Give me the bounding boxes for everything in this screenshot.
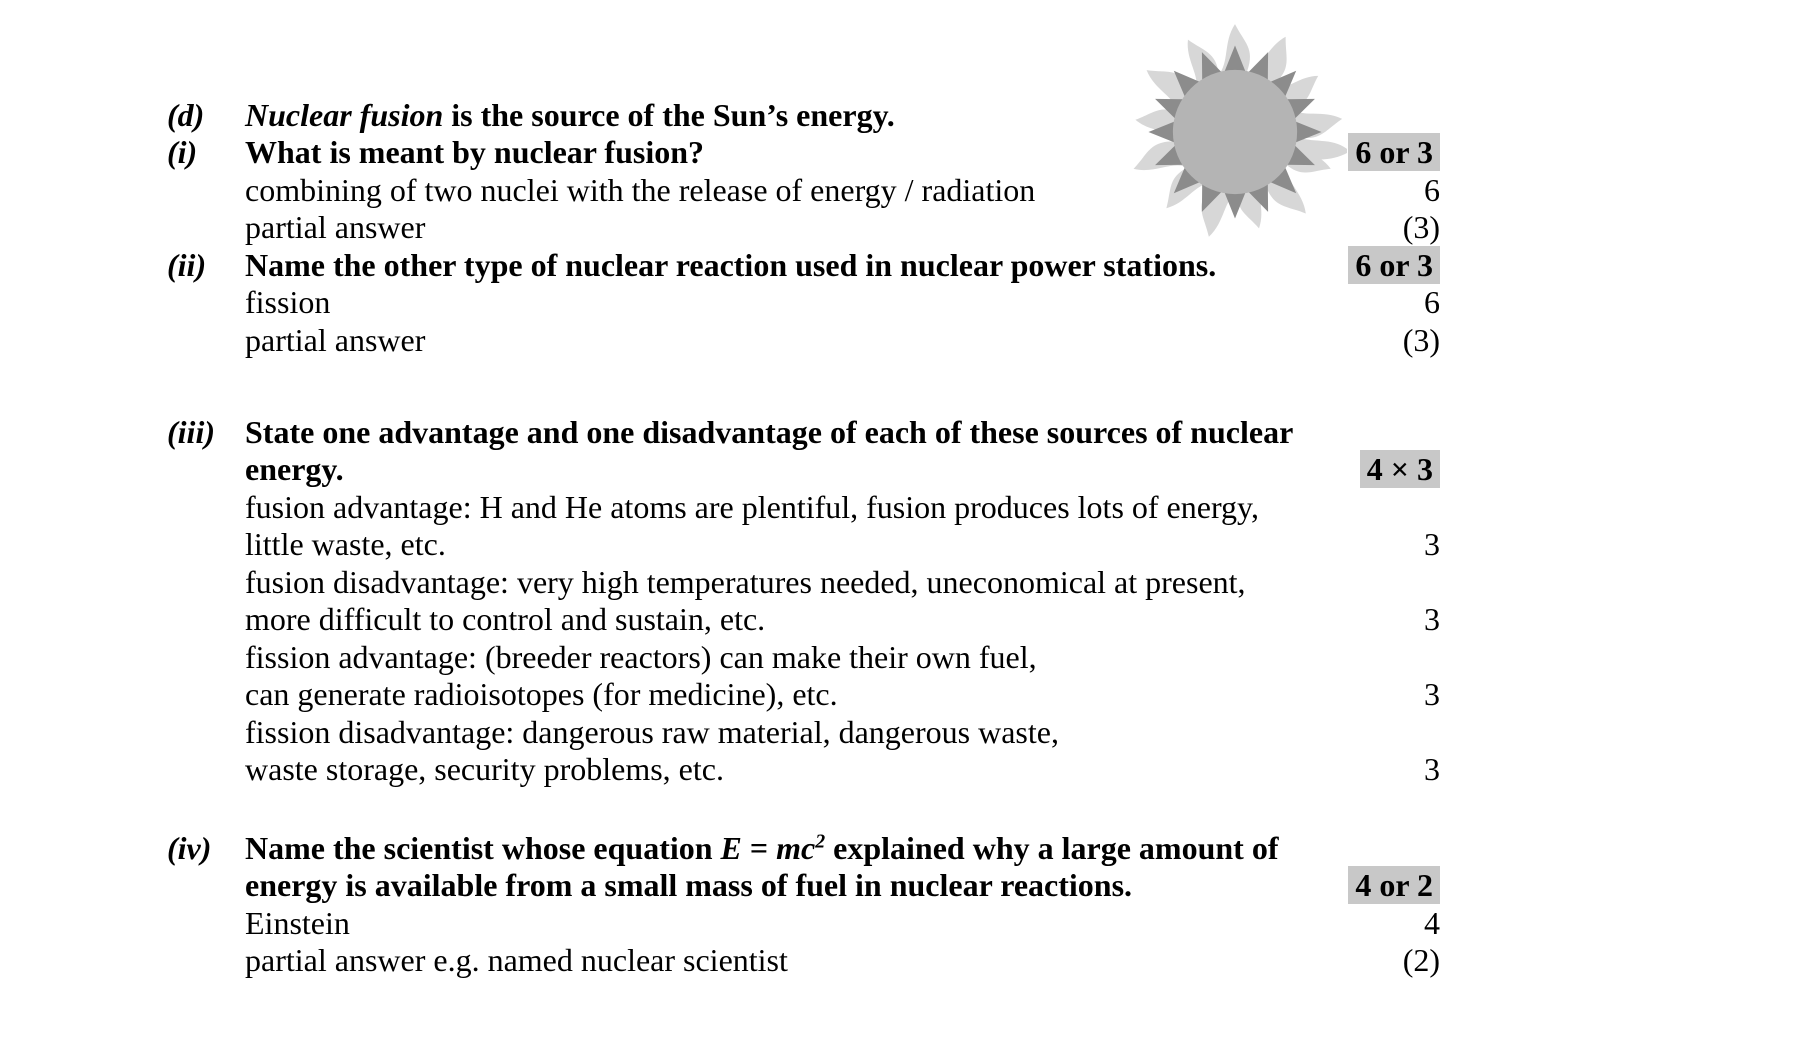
line-i-partial bbox=[167, 208, 1440, 246]
answer-text: combining of two nuclei with the release of energy / radiation bbox=[245, 172, 1036, 208]
question-text: energy is available from a small mass of fuel in nuclear reactions. bbox=[245, 867, 1133, 903]
line-ii-answer bbox=[167, 283, 1440, 321]
mark-value: (3) bbox=[1402, 322, 1440, 358]
mark-value: 3 bbox=[1424, 676, 1440, 712]
line-i-answer bbox=[167, 171, 1440, 209]
answer-text: Einstein bbox=[245, 905, 350, 941]
line-iii-answer bbox=[167, 638, 1440, 676]
equation-exponent: 2 bbox=[815, 830, 826, 853]
mark-value: 3 bbox=[1424, 751, 1440, 787]
line-iii-answer bbox=[167, 525, 1440, 563]
question-text: Name the scientist whose equation $E = mc^2$ explained why a large amount of bbox=[245, 830, 1279, 866]
line-iii-answer bbox=[167, 750, 1440, 788]
mark-value: 4 bbox=[1424, 905, 1440, 941]
answer-text: partial answer bbox=[245, 209, 426, 245]
answer-text: fission bbox=[245, 284, 331, 320]
answer-text: little waste, etc. bbox=[245, 526, 446, 562]
line-i-question bbox=[167, 133, 1440, 171]
line-ii-partial bbox=[167, 321, 1440, 359]
mark-value: 6 bbox=[1424, 172, 1440, 208]
answer-text: fission advantage: (breeder reactors) can make their own fuel, bbox=[245, 639, 1037, 675]
mark-value: 3 bbox=[1424, 526, 1440, 562]
question-text: energy. bbox=[245, 451, 344, 487]
question-label: (iii) bbox=[167, 414, 215, 450]
answer-text: partial answer bbox=[245, 322, 426, 358]
answer-text: fission disadvantage: dangerous raw material, dangerous waste, bbox=[245, 714, 1059, 750]
question-label: (i) bbox=[167, 134, 198, 170]
line-iii-answer bbox=[167, 488, 1440, 526]
answer-text: can generate radioisotopes (for medicine), etc. bbox=[245, 676, 838, 712]
mark-scheme-badge: 4 × 3 bbox=[1360, 450, 1440, 488]
line-iii-answer bbox=[167, 600, 1440, 638]
equation-mc: mc bbox=[776, 830, 816, 866]
question-label: (d) bbox=[167, 97, 205, 133]
mark-value: (2) bbox=[1402, 942, 1440, 978]
line-iii-answer bbox=[167, 563, 1440, 601]
question-label: (iv) bbox=[167, 830, 212, 866]
mark-scheme-badge: 6 or 3 bbox=[1348, 133, 1440, 171]
answer-text: waste storage, security problems, etc. bbox=[245, 751, 724, 787]
mark-scheme-badge: 6 or 3 bbox=[1348, 246, 1440, 284]
question-label: (ii) bbox=[167, 247, 207, 283]
equation-E: E bbox=[720, 830, 742, 866]
line-iv-question-2 bbox=[167, 866, 1440, 904]
answer-text: fusion advantage: H and He atoms are plentiful, fusion produces lots of energy, bbox=[245, 489, 1259, 525]
question-text: State one advantage and one disadvantage of each of these sources of nuclear bbox=[245, 414, 1294, 450]
line-iii-answer bbox=[167, 675, 1440, 713]
answer-text: more difficult to control and sustain, etc. bbox=[245, 601, 766, 637]
line-iii-question-2 bbox=[167, 450, 1440, 488]
line-iii-question-1 bbox=[167, 413, 1440, 451]
line-iv-partial bbox=[167, 941, 1440, 979]
mark-value: (3) bbox=[1402, 209, 1440, 245]
intro-text: Nuclear fusion is the source of the Sun’s energy. bbox=[245, 97, 895, 133]
line-iii-answer bbox=[167, 713, 1440, 751]
line-ii-question bbox=[167, 246, 1440, 284]
mark-value: 6 bbox=[1424, 284, 1440, 320]
question-text: What is meant by nuclear fusion? bbox=[245, 134, 705, 170]
line-iv-answer bbox=[167, 904, 1440, 942]
line-d-intro bbox=[167, 96, 1440, 134]
question-text: Name the other type of nuclear reaction used in nuclear power stations. bbox=[245, 247, 1217, 283]
answer-text: partial answer e.g. named nuclear scientist bbox=[245, 942, 788, 978]
answer-text: fusion disadvantage: very high temperatures needed, uneconomical at present, bbox=[245, 564, 1246, 600]
mark-value: 3 bbox=[1424, 601, 1440, 637]
line-iv-question-1 bbox=[167, 829, 1440, 867]
mark-scheme-badge: 4 or 2 bbox=[1348, 866, 1440, 904]
